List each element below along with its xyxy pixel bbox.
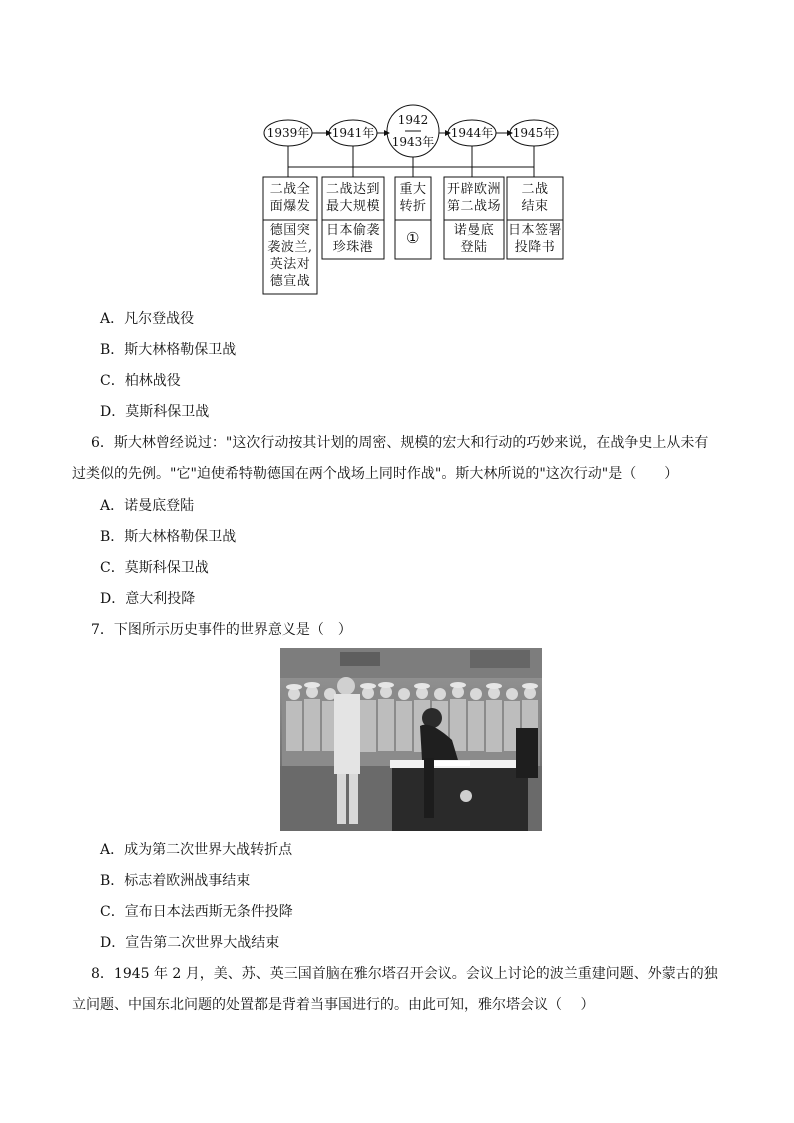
event-title-2-line-2: 最大规模 [325, 199, 380, 214]
event-detail-1-line-2: 袭波兰, [267, 240, 313, 255]
event-title-5-line-1: 二战 [521, 182, 549, 197]
event-title-4-line-1: 开辟欧洲 [446, 182, 501, 197]
year-label-1939: 1939年 [266, 126, 310, 140]
q5-option-a[interactable]: A．凡尔登战役 [100, 311, 195, 327]
year-label-1945: 1945年 [512, 126, 556, 140]
event-title-1-line-2: 面爆发 [269, 199, 311, 214]
event-detail-3-blank-marker: ① [406, 229, 420, 247]
event-detail-4-line-1: 诺曼底 [453, 223, 495, 238]
q5-option-d[interactable]: D．莫斯科保卫战 [100, 404, 210, 420]
event-title-3 [395, 181, 431, 215]
event-title-1 [263, 181, 317, 215]
q7-stem: 7．下图所示历史事件的世界意义是（ ） [91, 622, 352, 638]
year-label-1942: 1942 [397, 113, 429, 127]
event-detail-5 [507, 222, 563, 256]
event-title-4 [444, 181, 504, 215]
event-detail-1-line-4: 德宣战 [269, 274, 311, 289]
event-title-5-line-2: 结束 [521, 199, 549, 214]
surrender-ceremony-photo [280, 648, 542, 831]
year-label-1941: 1941年 [331, 126, 375, 140]
q6-option-a[interactable]: A．诺曼底登陆 [100, 498, 195, 514]
q6-option-b[interactable]: B．斯大林格勒保卫战 [100, 529, 237, 545]
q6-option-c[interactable]: C．莫斯科保卫战 [100, 560, 209, 576]
year-label-1943: 1943年 [391, 135, 435, 149]
photo-drawing [280, 648, 542, 831]
event-detail-1-line-3: 英法对 [269, 257, 311, 272]
event-title-4-line-2: 第二战场 [446, 199, 501, 214]
event-title-3-line-1: 重大 [399, 182, 427, 197]
event-detail-5-line-1: 日本签署 [507, 223, 562, 238]
event-detail-2-line-2: 珍珠港 [332, 240, 374, 255]
event-detail-1-line-1: 德国突 [269, 223, 311, 238]
event-detail-5-line-2: 投降书 [514, 240, 556, 255]
event-detail-4-line-2: 登陆 [460, 240, 488, 255]
q7-option-c[interactable]: C．宣布日本法西斯无条件投降 [100, 904, 293, 920]
event-title-2-line-1: 二战达到 [325, 182, 380, 197]
q8-stem-line-1: 8．1945 年 2 月，美、苏、英三国首脑在雅尔塔召开会议。会议上讨论的波兰重建问题、外蒙古的独 [91, 966, 718, 982]
timeline-diagram [258, 96, 568, 296]
q5-option-c[interactable]: C．柏林战役 [100, 373, 181, 389]
event-detail-4 [444, 222, 504, 256]
year-label-1944: 1944年 [450, 126, 494, 140]
event-title-5 [507, 181, 563, 215]
event-detail-2 [322, 222, 384, 256]
event-detail-3 [395, 230, 431, 247]
q6-option-d[interactable]: D．意大利投降 [100, 591, 196, 607]
q7-option-b[interactable]: B．标志着欧洲战事结束 [100, 873, 251, 889]
q8-stem-line-2: 立问题、中国东北问题的处置都是背着当事国进行的。由此可知，雅尔塔会议（ ） [72, 997, 595, 1013]
event-title-3-line-2: 转折 [399, 199, 427, 214]
q7-option-d[interactable]: D．宣告第二次世界大战结束 [100, 935, 280, 951]
q6-stem-line-2: 过类似的先例。"它"迫使希特勒德国在两个战场上同时作战"。斯大林所说的"这次行动"是（ ） [72, 466, 679, 482]
q7-option-a[interactable]: A．成为第二次世界大战转折点 [100, 842, 293, 858]
event-detail-1 [263, 222, 317, 290]
q6-stem-line-1: 6．斯大林曾经说过："这次行动按其计划的周密、规模的宏大和行动的巧妙来说，在战争史上从未有 [91, 435, 709, 451]
event-title-2 [322, 181, 384, 215]
event-title-1-line-1: 二战全 [269, 182, 311, 197]
event-detail-2-line-1: 日本偷袭 [325, 223, 380, 238]
q5-option-b[interactable]: B．斯大林格勒保卫战 [100, 342, 237, 358]
